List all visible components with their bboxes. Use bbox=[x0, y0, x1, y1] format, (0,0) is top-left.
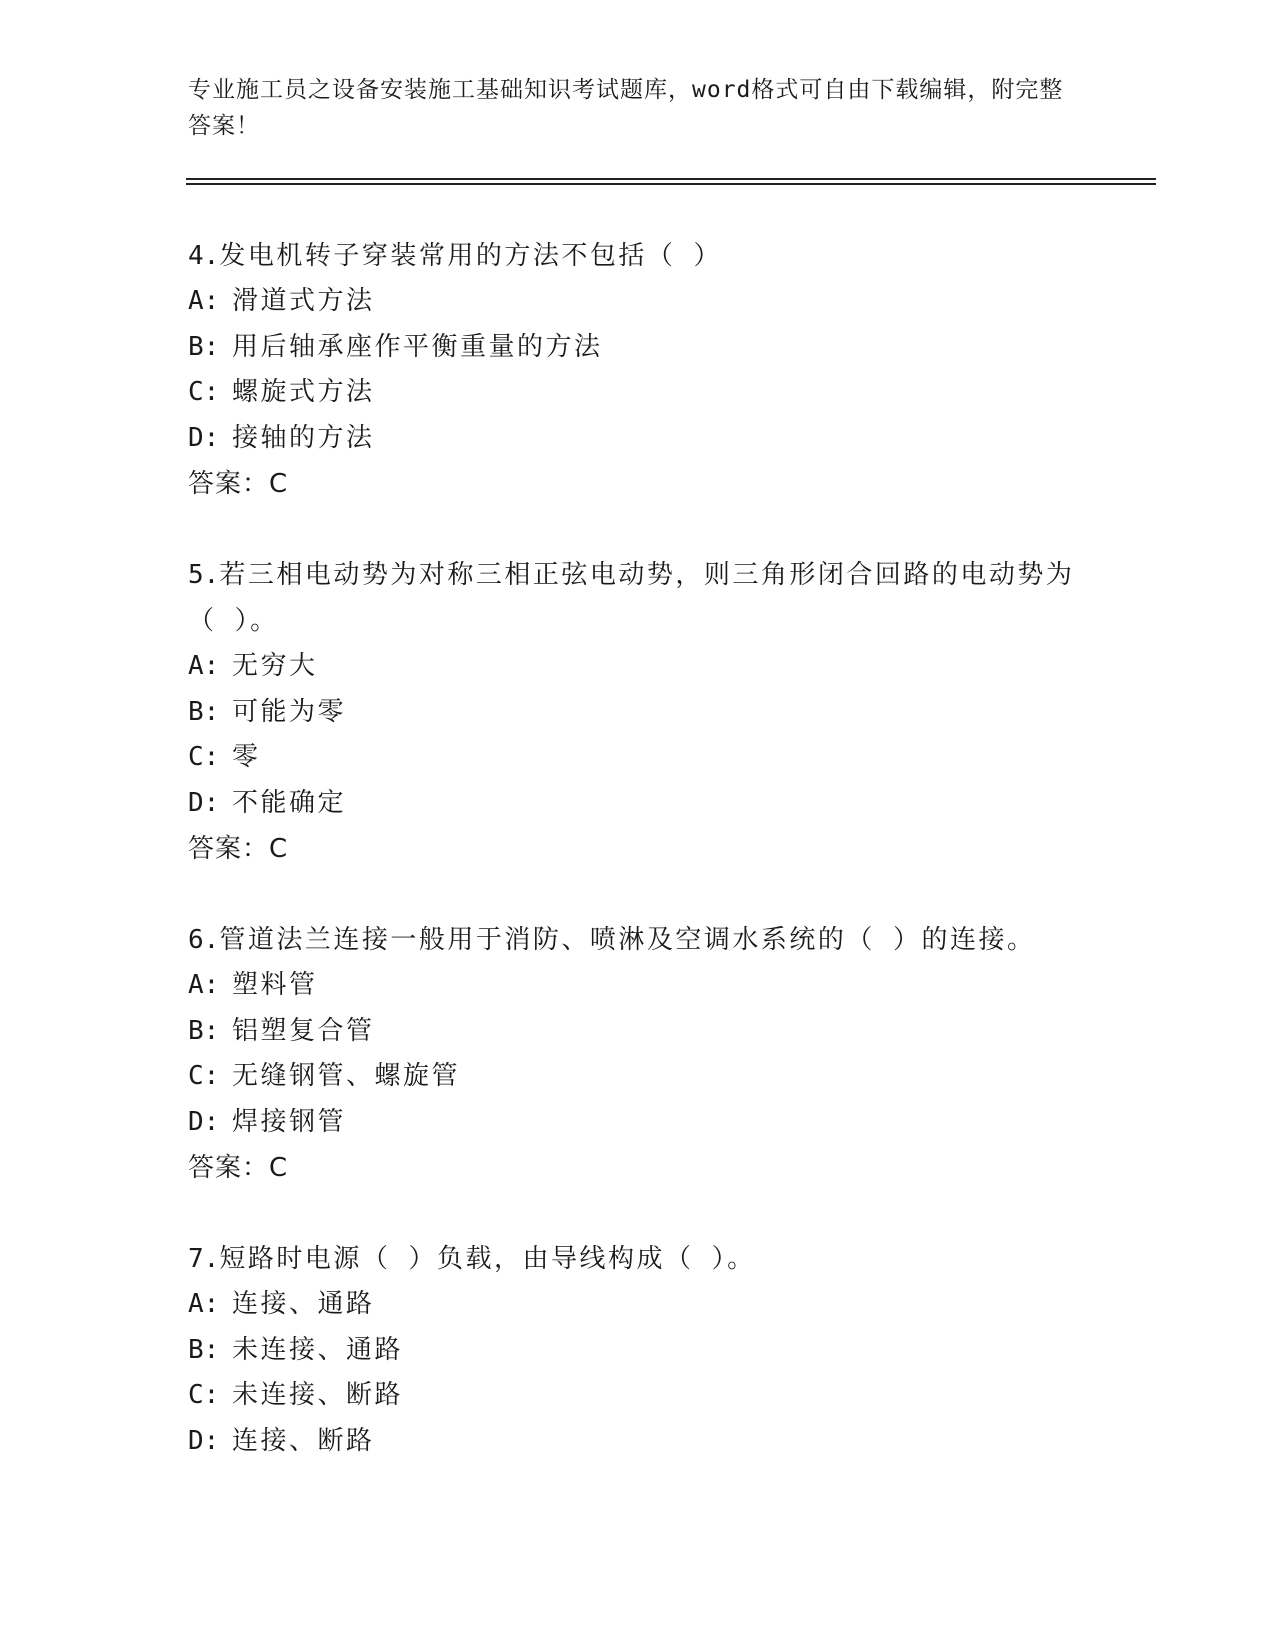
question-item bbox=[188, 552, 1088, 872]
question-number: 6. bbox=[188, 925, 220, 955]
option-letter: B: bbox=[188, 331, 220, 362]
option-b bbox=[188, 690, 1088, 736]
option-text: 可能为零 bbox=[232, 696, 347, 727]
option-a bbox=[188, 279, 1088, 325]
option-letter: C: bbox=[188, 742, 220, 772]
question-stem bbox=[188, 917, 1088, 963]
option-letter: A: bbox=[188, 286, 220, 316]
option-c bbox=[188, 735, 1088, 781]
option-letter: A: bbox=[188, 651, 220, 681]
option-letter: D: bbox=[188, 1425, 220, 1456]
option-d bbox=[188, 1419, 1088, 1465]
answer-line: 答案：C bbox=[188, 469, 289, 499]
option-text: 滑道式方法 bbox=[232, 286, 375, 316]
option-text: 无缝钢管、螺旋管 bbox=[232, 1061, 461, 1091]
option-a bbox=[188, 1282, 1088, 1328]
option-text: 焊接钢管 bbox=[232, 1106, 347, 1137]
option-text: 未连接、通路 bbox=[232, 1334, 404, 1365]
question-text: 发电机转子穿装常用的方法不包括（ ） bbox=[219, 241, 722, 271]
option-c bbox=[188, 370, 1088, 416]
question-text: 若三相电动势为对称三相正弦电动势，则三角形闭合回路的电动势为（ ）。 bbox=[188, 560, 1075, 636]
option-d bbox=[188, 416, 1088, 462]
option-a bbox=[188, 963, 1088, 1009]
option-b bbox=[188, 325, 1088, 371]
option-d bbox=[188, 1100, 1088, 1146]
option-text: 塑料管 bbox=[232, 970, 318, 1000]
option-letter: D: bbox=[188, 422, 220, 453]
question-number: 5. bbox=[188, 560, 220, 590]
question-stem bbox=[188, 233, 1088, 279]
question-list bbox=[188, 233, 1088, 1509]
option-d bbox=[188, 781, 1088, 827]
option-letter: A: bbox=[188, 1289, 220, 1319]
header-divider-top bbox=[186, 178, 1156, 180]
option-letter: A: bbox=[188, 970, 220, 1000]
option-letter: C: bbox=[188, 377, 220, 407]
option-letter: D: bbox=[188, 787, 220, 818]
option-text: 螺旋式方法 bbox=[232, 377, 375, 407]
option-text: 无穷大 bbox=[232, 651, 318, 681]
option-letter: B: bbox=[188, 1334, 220, 1365]
question-item bbox=[188, 1236, 1088, 1464]
question-number: 4. bbox=[188, 241, 220, 271]
question-number: 7. bbox=[188, 1244, 220, 1274]
option-letter: C: bbox=[188, 1061, 220, 1091]
question-stem bbox=[188, 1236, 1088, 1282]
question-item bbox=[188, 917, 1088, 1191]
option-text: 铝塑复合管 bbox=[232, 1015, 375, 1046]
header-divider-bottom bbox=[186, 183, 1156, 185]
option-b bbox=[188, 1328, 1088, 1374]
answer-line: 答案：C bbox=[188, 1153, 289, 1183]
option-letter: B: bbox=[188, 1015, 220, 1046]
question-item bbox=[188, 233, 1088, 507]
option-text: 不能确定 bbox=[232, 787, 347, 818]
option-text: 连接、通路 bbox=[232, 1289, 375, 1319]
option-text: 接轴的方法 bbox=[232, 422, 375, 453]
option-c bbox=[188, 1373, 1088, 1419]
question-stem bbox=[188, 552, 1088, 644]
option-text: 未连接、断路 bbox=[232, 1380, 404, 1410]
option-letter: C: bbox=[188, 1380, 220, 1410]
question-text: 管道法兰连接一般用于消防、喷淋及空调水系统的（ ）的连接。 bbox=[219, 925, 1036, 955]
option-text: 连接、断路 bbox=[232, 1425, 375, 1456]
option-b bbox=[188, 1009, 1088, 1055]
document-header: 专业施工员之设备安装施工基础知识考试题库，word格式可自由下载编辑，附完整答案！ bbox=[188, 77, 1064, 139]
option-c bbox=[188, 1054, 1088, 1100]
option-text: 零 bbox=[232, 742, 261, 772]
option-letter: D: bbox=[188, 1106, 220, 1137]
answer-line: 答案：C bbox=[188, 834, 289, 864]
option-letter: B: bbox=[188, 696, 220, 727]
question-text: 短路时电源（ ）负载，由导线构成（ ）。 bbox=[219, 1244, 756, 1274]
option-a bbox=[188, 644, 1088, 690]
option-text: 用后轴承座作平衡重量的方法 bbox=[232, 331, 603, 362]
